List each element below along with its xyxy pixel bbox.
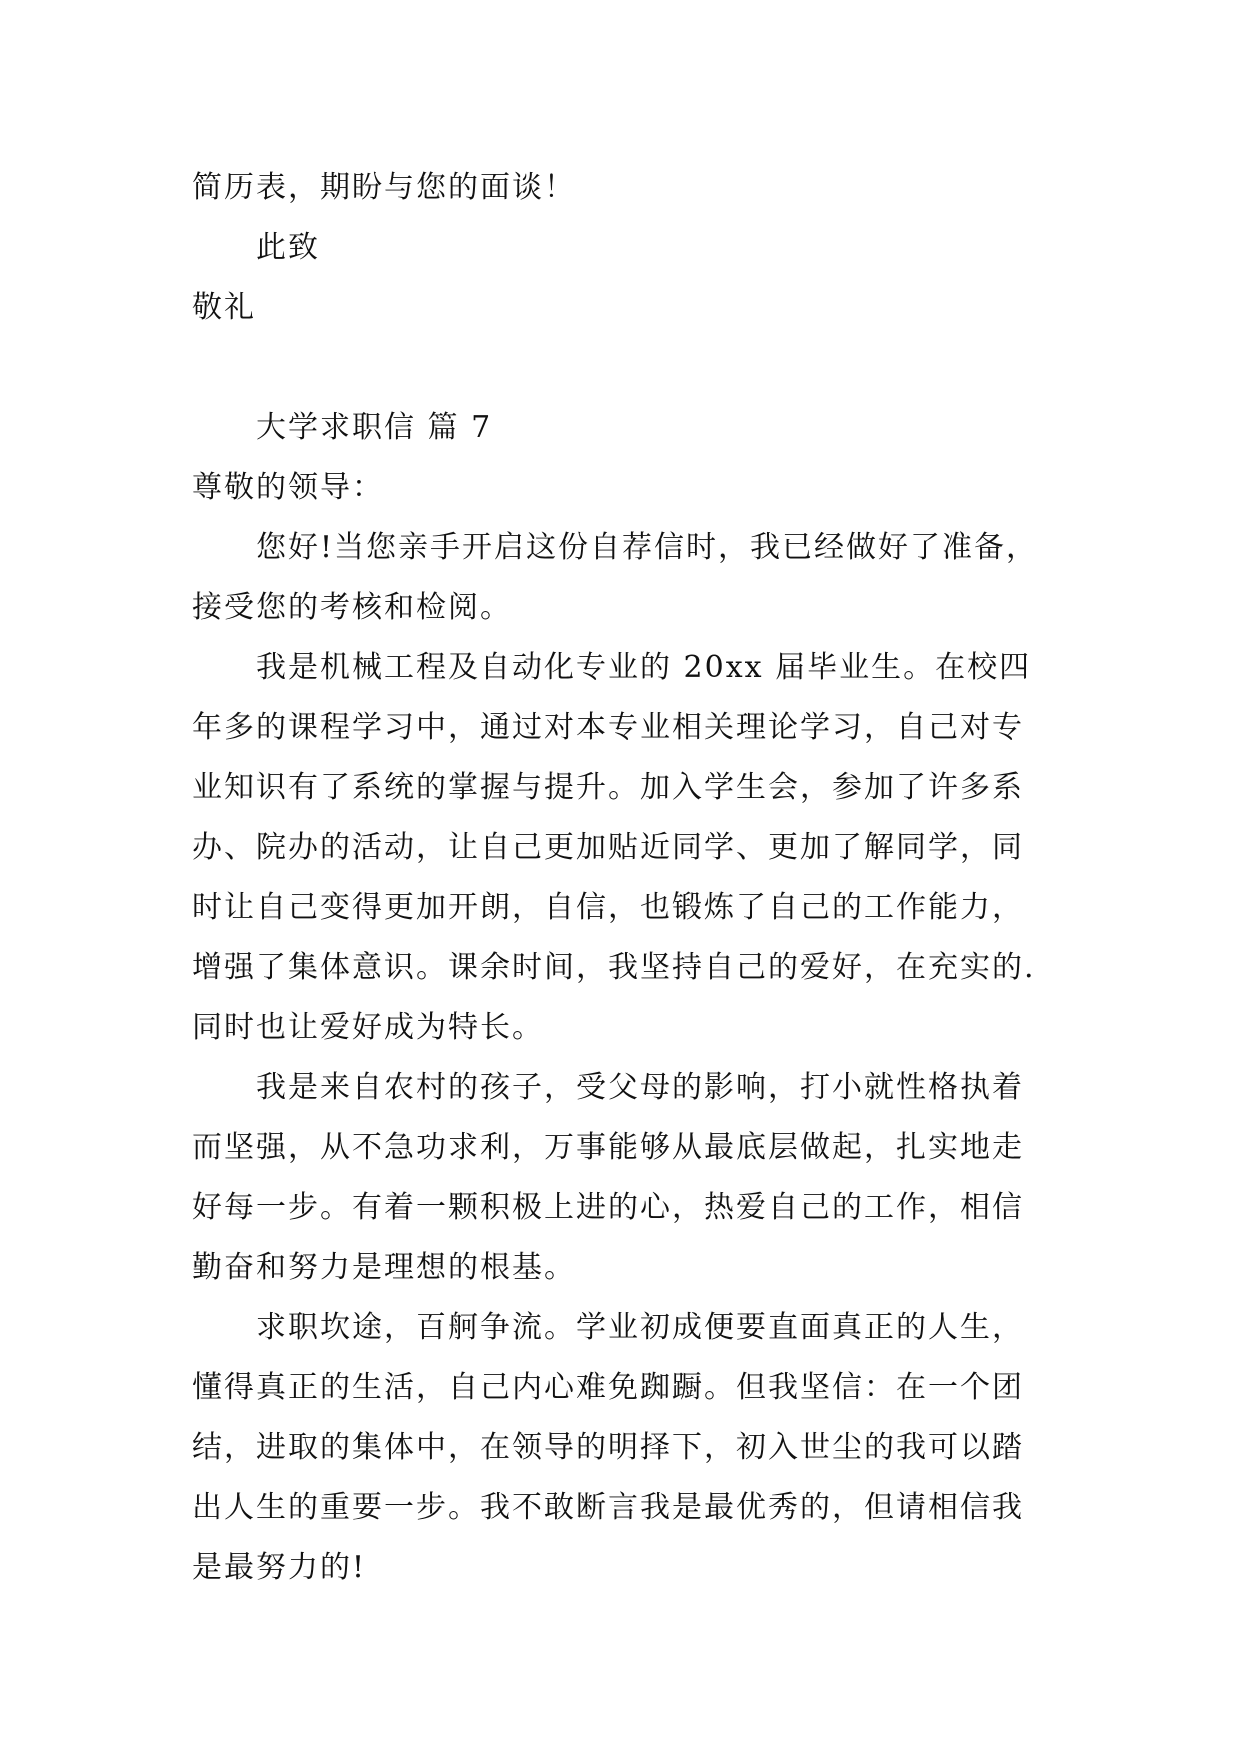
paragraph-line: 求职坎途，百舸争流。学业初成便要直面真正的人生，	[256, 1310, 1024, 1345]
paragraph-line: 好每一步。有着一颗积极上进的心，热爱自己的工作，相信	[192, 1190, 1024, 1225]
paragraph-line: 懂得真正的生活，自己内心难免踟蹰。但我坚信：在一个团	[192, 1370, 1024, 1405]
closing-line: 简历表，期盼与您的面谈！	[192, 170, 576, 205]
paragraph-2	[192, 638, 1072, 1058]
paragraph-line: 接受您的考核和检阅。	[192, 590, 512, 625]
paragraph-line: 而坚强，从不急功求利，万事能够从最底层做起，扎实地走	[192, 1130, 1024, 1165]
paragraph-line: 时让自己变得更加开朗，自信，也锻炼了自己的工作能力，	[192, 890, 1024, 925]
letter-body	[192, 158, 1072, 1598]
paragraph-line: 结，进取的集体中，在领导的明择下，初入世尘的我可以踏	[192, 1430, 1024, 1465]
paragraph-line: 勤奋和努力是理想的根基。	[192, 1250, 576, 1285]
paragraph-line: 增强了集体意识。课余时间，我坚持自己的爱好，在充实的.	[192, 950, 1036, 985]
paragraph-line: 业知识有了系统的掌握与提升。加入学生会，参加了许多系	[192, 770, 1024, 805]
paragraph-line: 出人生的重要一步。我不敢断言我是最优秀的，但请相信我	[192, 1490, 1024, 1525]
paragraph-line: 办、院办的活动，让自己更加贴近同学、更加了解同学，同	[192, 830, 1024, 865]
closing-cizhi: 此致	[256, 230, 320, 265]
blank-line	[192, 338, 1072, 398]
section-title: 大学求职信 篇 7	[256, 410, 493, 445]
paragraph-line: 年多的课程学习中，通过对本专业相关理论学习，自己对专	[192, 710, 1024, 745]
paragraph-line: 同时也让爱好成为特长。	[192, 1010, 544, 1045]
paragraph-3	[192, 1058, 1072, 1298]
paragraph-line: 我是来自农村的孩子，受父母的影响，打小就性格执着	[256, 1070, 1024, 1105]
paragraph-line: 我是机械工程及自动化专业的 20xx 届毕业生。在校四	[256, 650, 1032, 685]
paragraph-line: 是最努力的!	[192, 1550, 367, 1585]
paragraph-1	[192, 518, 1072, 638]
paragraph-line: 您好!当您亲手开启这份自荐信时，我已经做好了准备，	[256, 530, 1039, 565]
salutation: 尊敬的领导：	[192, 470, 384, 505]
paragraph-4	[192, 1298, 1072, 1598]
closing-jingli: 敬礼	[192, 290, 256, 325]
